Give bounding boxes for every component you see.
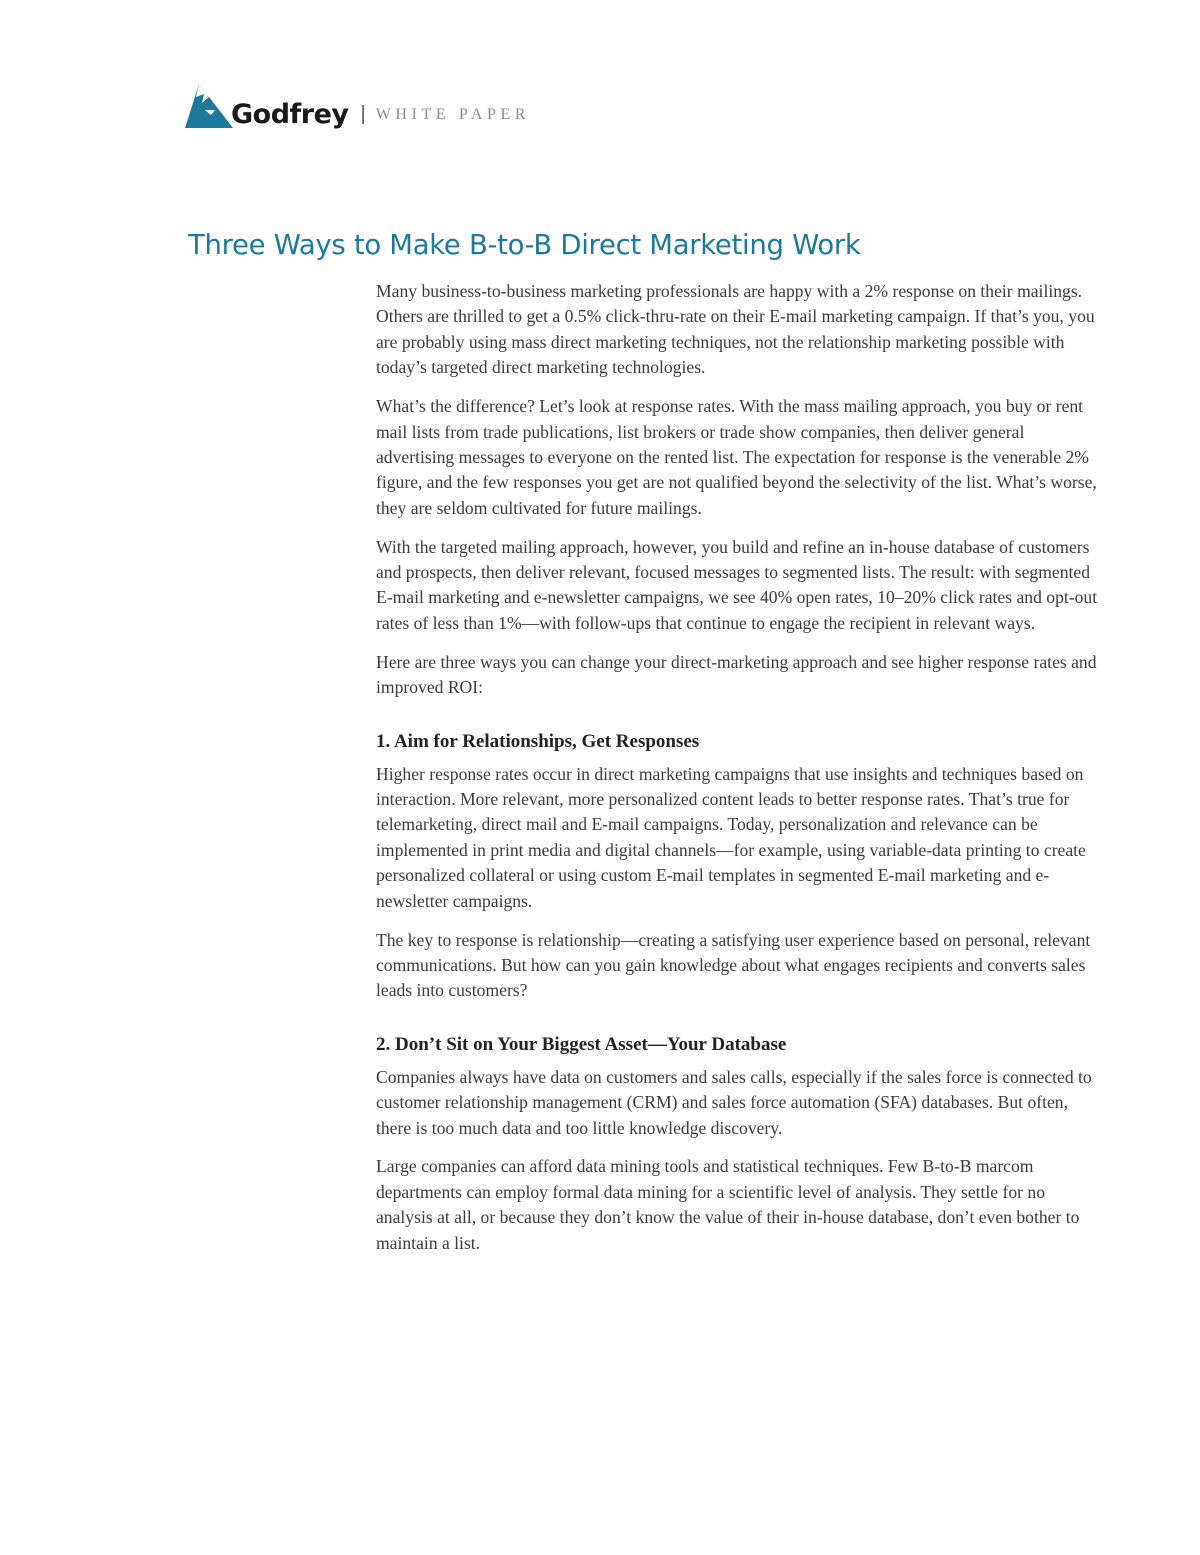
brand-name: Godfrey <box>231 98 349 130</box>
intro-paragraph: Here are three ways you can change your direct-marketing approach and see higher response rates and improved ROI: <box>376 651 1097 698</box>
section-paragraph: The key to response is relationship—creating a satisfying user experience based on personal, relevant communications. But how can you gain knowledge about what engages recipients and converts sales leads into customers? <box>376 929 1091 1001</box>
intro-paragraph: What’s the difference? Let’s look at response rates. With the mass mailing approach, you buy or rent mail lists from trade publications, list brokers or trade show companies, then deliver general advertising messages to everyone on the rented list. The expectation for response is the venerable 2% figure, and the few responses you get are not qualified beyond the selectivity of the list. What’s worse, they are seldom cultivated for future mailings. <box>376 396 1097 518</box>
document-header <box>185 82 530 132</box>
document-type-label: WHITE PAPER <box>375 105 531 123</box>
section-heading: 2. Don’t Sit on Your Biggest Asset—Your Database <box>376 1033 787 1055</box>
intro-paragraph: With the targeted mailing approach, however, you build and refine an in-house database of customers and prospects, then deliver relevant, focused messages to segmented lists. The result: with segmented E-mail marketing and e-newsletter campaigns, we see 40% open rates, 10–20% click rates and opt-out rates of less than 1%—with follow-ups that continue to engage the recipient in relevant ways. <box>376 536 1098 633</box>
section-heading: 1. Aim for Relationships, Get Responses <box>376 730 700 752</box>
mountain-peak-icon <box>185 84 233 130</box>
section-paragraph: Large companies can afford data mining tools and statistical techniques. Few B-to-B marcom departments can employ formal data mining for a scientific level of analysis. They settle for no analysis at all, or because they don’t know the value of their in-house database, don’t even bother to maintain a list. <box>376 1156 1080 1253</box>
section-paragraph: Companies always have data on customers and sales calls, especially if the sales force is connected to customer relationship management (CRM) and sales force automation (SFA) databases. But often, there is too much data and too little knowledge discovery. <box>376 1066 1092 1138</box>
document-title: Three Ways to Make B-to-B Direct Marketing Work <box>188 229 861 261</box>
header-separator: | <box>360 102 366 125</box>
document-body <box>376 279 1106 1270</box>
intro-paragraph: Many business-to-business marketing professionals are happy with a 2% response on their mailings. Others are thrilled to get a 0.5% click-thru-rate on their E-mail marketing campaign. If that’s you, you are probably using mass direct marketing techniques, not the relationship marketing possible with today’s targeted direct marketing technologies. <box>376 281 1095 378</box>
section-paragraph: Higher response rates occur in direct marketing campaigns that use insights and techniques based on interaction. More relevant, more personalized content leads to better response rates. That’s true for telemarketing, direct mail and E-mail campaigns. Today, personalization and relevance can be implemented in print media and digital channels—for example, using variable-data printing to create personalized collateral or using custom E-mail templates in segmented E-mail marketing and e-newsletter campaigns. <box>376 763 1086 911</box>
